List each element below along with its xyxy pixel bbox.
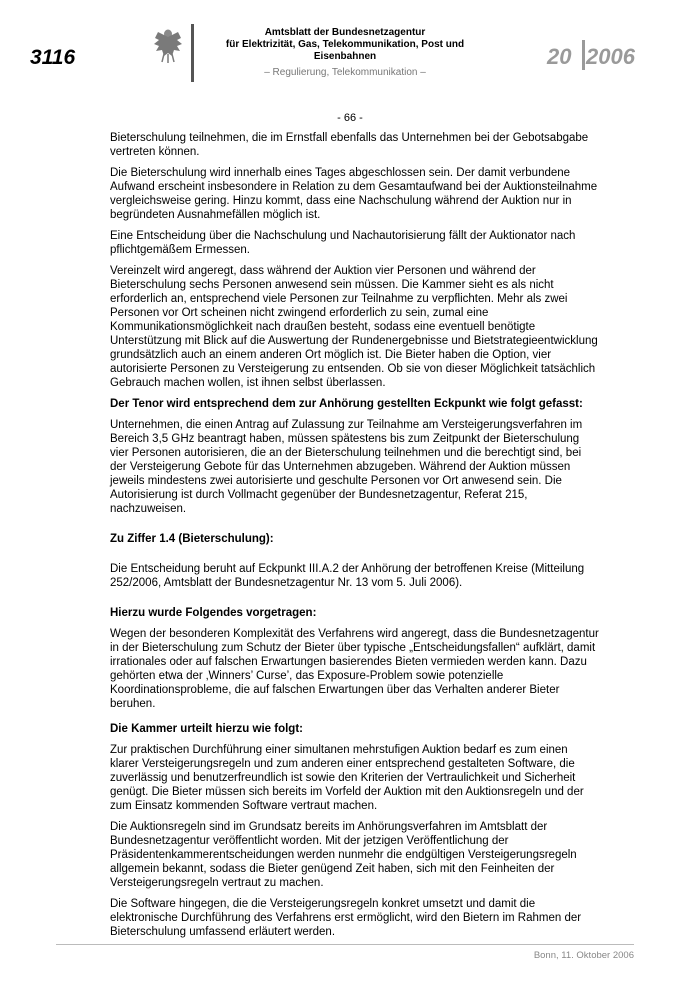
footer-date: Bonn, 11. Oktober 2006 — [533, 950, 634, 961]
issue-info — [547, 44, 635, 70]
document-body — [110, 131, 599, 946]
page-marker: - 66 - — [337, 112, 363, 124]
publication-title — [200, 27, 490, 79]
federal-eagle-icon — [153, 28, 183, 64]
section-heading: Zu Ziffer 1.4 (Bieterschulung): — [110, 533, 274, 545]
title-line-2: für Elektrizität, Gas, Telekommunikation, Post und Eisenbahnen — [225, 39, 465, 62]
paragraph: Die Bieterschulung wird innerhalb eines Tages abgeschlossen sein. Der damit verbundene Aufwand erscheint insbesondere in Relation zu dem Gesamtaufwand bei der Auktionsteilnahme vergleichsweise gering. Hinzu kommt, dass eine Nachschulung während der Auktion nur in begründeten Ausnahmefällen möglich ist. — [110, 167, 598, 221]
paragraph: Vereinzelt wird angeregt, dass während der Auktion vier Personen und während der Bieterschulung sechs Personen anwesend sein müssen. Die Kammer sieht es als nicht erforderlich an, entsprechend viele Personen zur Teilnahme zu verpflichten. Mehr als zwei Personen vor Ort scheinen nicht zwingend erforderlich zu sein, zumal eine Kommunikationsmöglichkeit nach draußen besteht, sodass eine eventuell benötigte Unterstützung mit Blick auf die Auswertung der Rundenergebnisse und Bietstrategieentwicklung grundsätzlich auch an einem anderen Ort möglich ist. Die Bieter haben die Option, vier autorisierte Personen zu Versteigerung zu entsenden. Ob sie von dieser Möglichkeit tatsächlich Gebrauch machen wollen, ist ihnen selbst überlassen. — [110, 265, 598, 389]
paragraph: Die Entscheidung beruht auf Eckpunkt III.A.2 der Anhörung der betroffenen Kreise (Mitteilung 252/2006, Amtsblatt der Bundesnetzagentur Nr. 13 vom 5. Juli 2006). — [110, 563, 585, 589]
paragraph: Die Auktionsregeln sind im Grundsatz bereits im Anhörungsverfahren im Amtsblatt der Bundesnetzagentur veröffentlicht worden. Mit der jetzigen Veröffentlichung der Präsidentenkammerentscheidungen werden nunmehr die endgültigen Versteigerungsregeln allgemein bekannt, sodass die Bieter genügend Zeit haben, sich mit den Feinheiten der Versteigerungsregeln vertraut zu machen. — [110, 821, 577, 889]
page-number: 3116 — [30, 46, 76, 69]
paragraph: Wegen der besonderen Komplexität des Verfahrens wird angeregt, dass die Bundesnetzagentur in der Bieterschulung zum Schutz der Bieter über typische „Entscheidungsfallen“ aufklärt, damit irrationales oder auf falschen Erwartungen basierendes Bieten vermieden werden kann. Dazu gehörten etwa der ‚Winners’ Curse’, das Exposure-Problem sowie potenzielle Koordinationsprobleme, die auf falschen Erwartungen über das Verhalten anderer Bieter beruhen. — [110, 628, 599, 710]
footer-divider — [56, 944, 634, 945]
paragraph: Zur praktischen Durchführung einer simultanen mehrstufigen Auktion bedarf es zum einen klarer Versteigerungsregeln und zum anderen einer entsprechend gestalteten Software, die zuverlässig und benutzerfreundlich ist sowie den Kriterien der Vertraulichkeit und Sicherheit genügt. Die Bieter müssen sich bereits im Vorfeld der Auktion mit den Auktionsregeln und der zum Einsatz kommenden Software vertraut machen. — [110, 744, 584, 812]
section-heading: Die Kammer urteilt hierzu wie folgt: — [110, 723, 303, 735]
paragraph: Eine Entscheidung über die Nachschulung und Nachautorisierung fällt der Auktionator nach pflichtgemäßem Ermessen. — [110, 230, 576, 256]
issue-year: 2006 — [586, 44, 635, 69]
header-divider — [191, 24, 194, 82]
paragraph: Die Software hingegen, die die Versteigerungsregeln konkret umsetzt und damit die elektronische Durchführung des Verfahrens erst ermöglicht, wird den Bietern im Rahmen der Bieterschulung umfassend erläutert werden. — [110, 898, 582, 938]
section-heading: Der Tenor wird entsprechend dem zur Anhörung gestellten Eckpunkt wie folgt gefasst: — [110, 398, 583, 410]
page-header — [0, 0, 700, 100]
publication-subtitle: – Regulierung, Telekommunikation – — [264, 67, 426, 78]
title-line-1: Amtsblatt der Bundesnetzagentur — [264, 27, 426, 38]
issue-number: 20 — [547, 44, 572, 69]
paragraph: Bieterschulung teilnehmen, die im Ernstfall ebenfalls das Unternehmen bei der Gebotsabgabe vertreten können. — [110, 132, 589, 158]
section-heading: Hierzu wurde Folgendes vorgetragen: — [110, 607, 317, 619]
paragraph: Unternehmen, die einen Antrag auf Zulassung zur Teilnahme am Versteigerungsverfahren im Bereich 3,5 GHz beantragt haben, müssen spätestens bis zum Zeitpunkt der Bieterschulung vier Personen autorisieren, die an der Bieterschulung teilnehmen und die berechtigt sind, bei der Versteigerung Gebote für das Unternehmen abzugeben. Während der Auktion müssen jeweils mindestens zwei autorisierte und geschulte Personen vor Ort anwesend sein. Die Autorisierung ist durch Vollmacht gegenüber der Bundesnetzagentur, Referat 215, nachzuweisen. — [110, 419, 583, 515]
